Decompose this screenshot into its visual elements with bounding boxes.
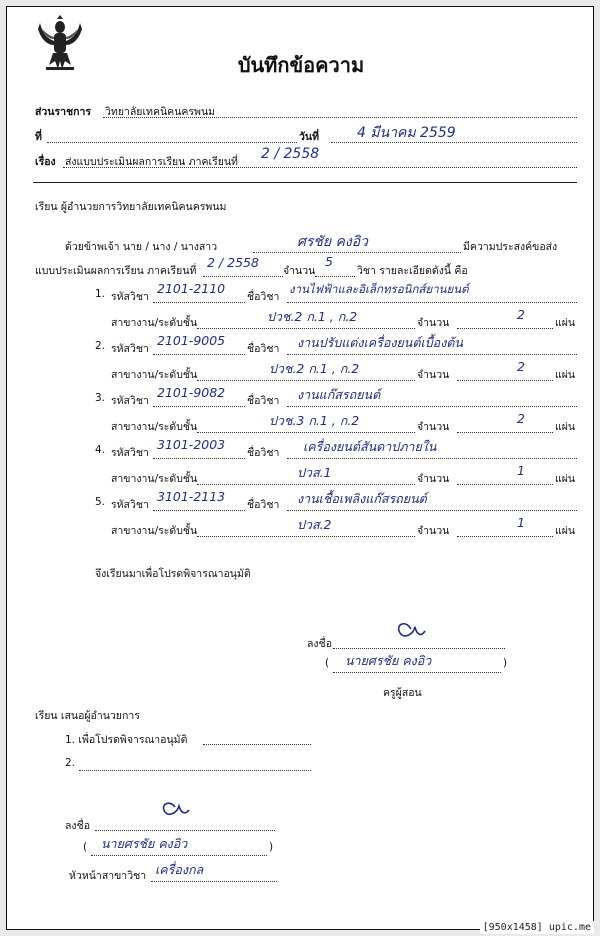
course-level: ปวช.2 ก.1 , ก.2: [267, 309, 358, 324]
teacher-name: นายศรชัย คงอิว: [345, 653, 432, 668]
salutation: เรียน ผู้อำนวยการวิทยาลัยเทคนิคนครพนม: [35, 201, 227, 213]
level-dotted-line: [197, 328, 415, 329]
course-qty: 2: [517, 307, 525, 322]
course-number: 1.: [95, 288, 106, 300]
course-name-label: ชื่อวิชา: [247, 499, 280, 511]
course-name: เครื่องยนต์สันดาปภายใน: [303, 439, 437, 454]
course-number: 4.: [95, 444, 106, 456]
branch-label: สาขางาน/ระดับชั้น: [111, 525, 198, 537]
branch-label: สาขางาน/ระดับชั้น: [111, 317, 198, 329]
level-dotted-line: [197, 380, 415, 381]
signature-dotted-line: [333, 648, 505, 649]
head-open-paren: (: [83, 841, 88, 853]
count-value: 5: [325, 254, 333, 269]
unit-label: แผ่น: [555, 421, 576, 433]
head-signature-dotted-line: [95, 830, 275, 831]
course-name-label: ชื่อวิชา: [247, 291, 280, 303]
name-dotted-line: [287, 510, 577, 511]
date-value: 4 มีนาคม 2559: [357, 125, 456, 141]
head-title-label: หัวหน้าสาขาวิชา: [69, 870, 147, 882]
course-level: ปวส.2: [297, 517, 332, 532]
course-code-label: รหัสวิชา: [111, 343, 149, 355]
date-label: วันที่: [299, 131, 319, 143]
head-signature-label: ลงชื่อ: [65, 820, 90, 832]
author-name: ศรชัย คงอิว: [297, 234, 369, 250]
qty-label: จำนวน: [417, 473, 450, 485]
qty-dotted-line: [457, 380, 553, 381]
course-qty: 1: [517, 463, 525, 478]
signature-label: ลงชื่อ: [307, 638, 332, 650]
proposal-item-2: 2.: [65, 757, 76, 769]
name-dotted-line: [287, 354, 577, 355]
course-qty: 1: [517, 515, 525, 530]
unit-label: แผ่น: [555, 473, 576, 485]
course-code: 3101-2003: [157, 437, 226, 452]
course-name: งานเชื้อเพลิงแก๊สรถยนต์: [297, 491, 427, 506]
course-name: งานไฟฟ้าและอิเล็กทรอนิกส์ยานยนต์: [289, 282, 469, 296]
course-level: ปวช.3 ก.1 , ก.2: [269, 413, 360, 428]
code-dotted-line: [153, 510, 245, 511]
dept-value: วิทยาลัยเทคนิคนครพนม: [105, 106, 216, 118]
subject-term: 2 / 2558: [261, 146, 320, 162]
course-code: 3101-2113: [157, 489, 226, 504]
count-suffix: วิชา รายละเอียดดังนี้ คือ: [357, 265, 468, 277]
subject-value: ส่งแบบประเมินผลการเรียน ภาคเรียนที่: [65, 156, 238, 168]
course-name-label: ชื่อวิชา: [247, 395, 280, 407]
code-dotted-line: [153, 458, 245, 459]
head-signature-icon: [157, 795, 191, 821]
course-level: ปวส.1: [297, 465, 332, 480]
level-dotted-line: [197, 432, 415, 433]
ref-dotted-line: [47, 142, 297, 143]
intro-prefix: ด้วยข้าพเจ้า นาย / นาง / นางสาว: [65, 241, 218, 253]
course-code-label: รหัสวิชา: [111, 499, 149, 511]
subject-label: เรื่อง: [35, 156, 56, 168]
head-name: นายศรชัย คงอิว: [101, 836, 188, 851]
count-dotted-line: [315, 276, 355, 277]
proposal-heading: เรียน เสนอผู้อำนวยการ: [35, 710, 140, 722]
qty-dotted-line: [457, 484, 553, 485]
close-paren: ): [503, 657, 508, 669]
date-dotted-line: [331, 142, 577, 143]
course-code-label: รหัสวิชา: [111, 447, 149, 459]
course-qty: 2: [517, 359, 525, 374]
subject-dotted-line: [63, 167, 577, 168]
course-number: 5.: [95, 496, 106, 508]
memo-page: [6, 6, 594, 930]
qty-dotted-line: [457, 432, 553, 433]
head-title-value: เครื่องกล: [155, 862, 204, 877]
branch-label: สาขางาน/ระดับชั้น: [111, 473, 198, 485]
dept-label: ส่วนราชการ: [35, 106, 92, 118]
unit-label: แผ่น: [555, 525, 576, 537]
ref-label: ที่: [35, 131, 42, 143]
code-dotted-line: [153, 354, 245, 355]
closing-text: จึงเรียนมาเพื่อโปรดพิจารณาอนุมัติ: [95, 568, 251, 580]
course-code: 2101-9082: [157, 385, 226, 400]
course-number: 3.: [95, 392, 106, 404]
unit-label: แผ่น: [555, 369, 576, 381]
head-close-paren: ): [269, 841, 274, 853]
term-dotted-line: [203, 276, 283, 277]
qty-label: จำนวน: [417, 421, 450, 433]
name-dotted-line: [253, 252, 461, 253]
image-source-tag: [950x1458] upic.me: [480, 921, 594, 934]
name-dotted-line: [287, 458, 577, 459]
qty-label: จำนวน: [417, 369, 450, 381]
course-number: 2.: [95, 340, 106, 352]
name-dotted-line: [287, 302, 577, 303]
teacher-signature-icon: [391, 615, 427, 641]
term-value: 2 / 2558: [207, 255, 259, 270]
teacher-role: ครูผู้สอน: [383, 687, 422, 699]
page-title: บันทึกข้อความ: [237, 53, 365, 77]
intro-suffix: มีความประสงค์ขอส่ง: [463, 241, 558, 253]
course-level: ปวช.2 ก.1 , ก.2: [269, 361, 360, 376]
course-code: 2101-9005: [157, 333, 226, 348]
proposal-item-1-dotted-line: [203, 744, 311, 745]
qty-dotted-line: [457, 328, 553, 329]
header-divider: [33, 182, 577, 183]
course-code-label: รหัสวิชา: [111, 395, 149, 407]
course-code: 2101-2110: [157, 281, 226, 296]
dept-dotted-line: [103, 117, 577, 118]
level-dotted-line: [197, 484, 415, 485]
branch-label: สาขางาน/ระดับชั้น: [111, 421, 198, 433]
qty-label: จำนวน: [417, 317, 450, 329]
qty-dotted-line: [457, 536, 553, 537]
course-qty: 2: [517, 411, 525, 426]
term-prefix: แบบประเมินผลการเรียน ภาคเรียนที่: [35, 265, 197, 277]
count-label: จำนวน: [283, 265, 316, 277]
code-dotted-line: [153, 302, 245, 303]
proposal-item-2-dotted-line: [79, 770, 311, 771]
unit-label: แผ่น: [555, 317, 576, 329]
course-name: งานแก๊สรถยนต์: [297, 387, 381, 402]
teacher-name-dotted-line: [333, 672, 501, 673]
head-title-dotted-line: [151, 881, 277, 882]
head-name-dotted-line: [91, 855, 267, 856]
level-dotted-line: [197, 536, 415, 537]
qty-label: จำนวน: [417, 525, 450, 537]
course-name-label: ชื่อวิชา: [247, 343, 280, 355]
course-code-label: รหัสวิชา: [111, 291, 149, 303]
code-dotted-line: [153, 406, 245, 407]
course-name: งานปรับแต่งเครื่องยนต์เบื้องต้น: [297, 335, 463, 350]
course-name-label: ชื่อวิชา: [247, 447, 280, 459]
open-paren: (: [325, 657, 330, 669]
name-dotted-line: [287, 406, 577, 407]
proposal-item-1: 1. เพื่อโปรดพิจารณาอนุมัติ: [65, 734, 188, 746]
branch-label: สาขางาน/ระดับชั้น: [111, 369, 198, 381]
